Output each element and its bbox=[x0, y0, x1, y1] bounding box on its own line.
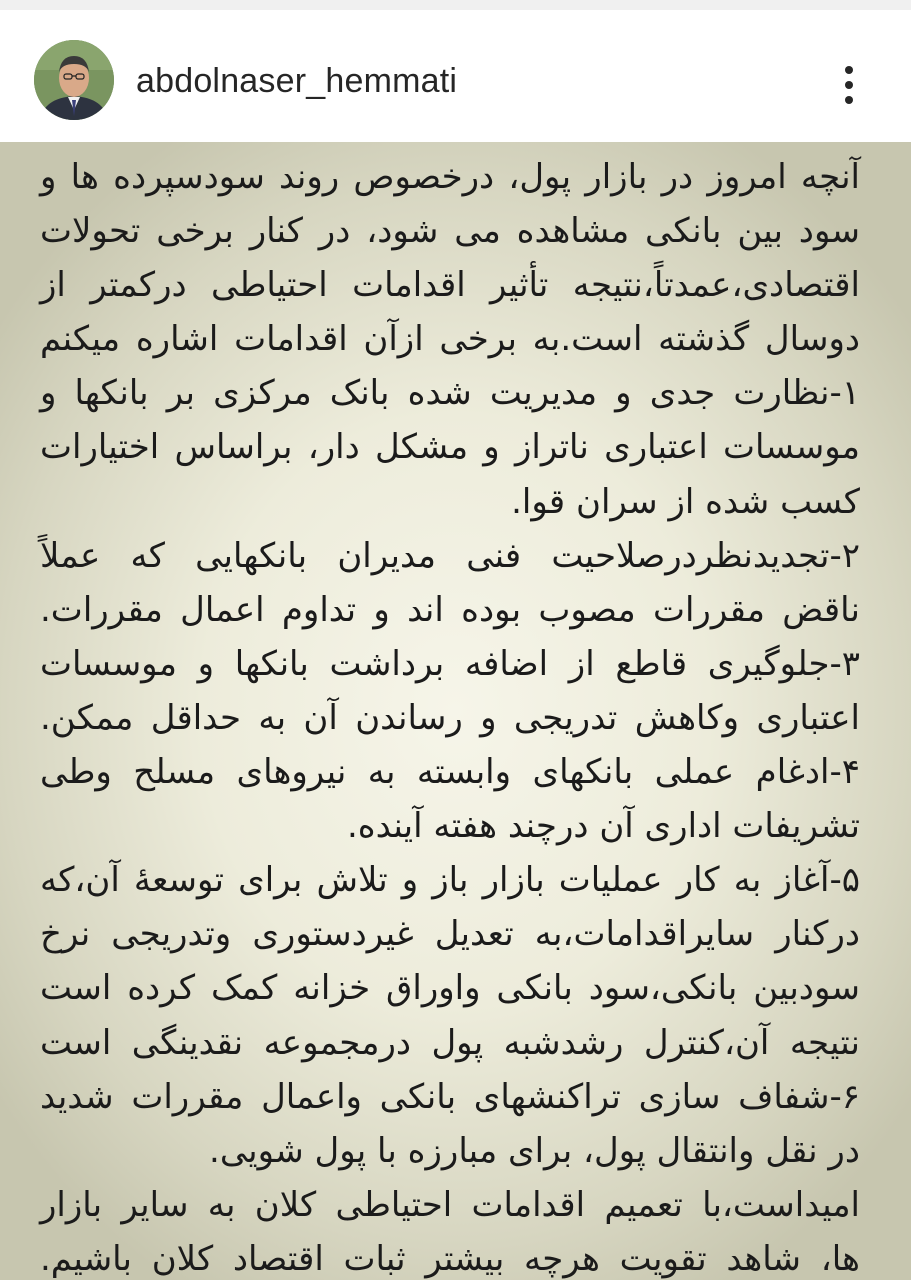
avatar[interactable] bbox=[34, 40, 114, 120]
text-line: سود بین بانکی مشاهده می شود، در کنار برخی تحولات bbox=[40, 211, 860, 252]
text-line: اقتصادی،عمدتاً،نتیجه تأثیر اقدامات احتیاطی درکمتر از bbox=[40, 265, 860, 306]
text-line: سودبین بانکی،سود بانکی واوراق خزانه کمک کرده است bbox=[40, 968, 860, 1009]
text-line: تشریفات اداری آن درچند هفته آینده. bbox=[346, 806, 860, 847]
post-header bbox=[0, 0, 911, 142]
text-line: درکنار سایراقدامات،به تعدیل غیردستوری وتدریجی نرخ bbox=[40, 914, 860, 955]
text-line: ها، شاهد تقویت هرچه بیشتر ثبات اقتصاد کلان باشیم. bbox=[40, 1238, 860, 1279]
text-line: ناقض مقررات مصوب بوده اند و تداوم اعمال مقررات. bbox=[40, 589, 860, 630]
text-line: ۲-تجدیدنظردرصلاحیت فنی مدیران بانکهایی که عملاً bbox=[40, 535, 860, 576]
username[interactable]: abdolnaser_hemmati bbox=[136, 62, 458, 100]
text-line: نتیجه آن،کنترل رشدشبه پول درمجموعه نقدینگی است bbox=[40, 1022, 860, 1063]
text-line: ۳-جلوگیری قاطع از اضافه برداشت بانکها و موسسات bbox=[40, 643, 860, 684]
text-line: ۶-شفاف سازی تراکنشهای بانکی واعمال مقررات شدید bbox=[40, 1076, 860, 1117]
text-line: اعتباری وکاهش تدریجی و رساندن آن به حداقل ممکن. bbox=[40, 697, 860, 738]
text-line: کسب شده از سران قوا. bbox=[511, 481, 860, 522]
post-image bbox=[0, 142, 911, 1280]
text-line: موسسات اعتباری ناتراز و مشکل دار، براساس اختیارات bbox=[40, 427, 860, 468]
text-line: در نقل وانتقال پول، برای مبارزه با پول شویی. bbox=[209, 1130, 860, 1171]
avatar-photo bbox=[34, 40, 114, 120]
text-line: امیداست،با تعمیم اقدامات احتیاطی کلان به سایر بازار bbox=[40, 1184, 860, 1225]
text-line: ۵-آغاز به کار عملیات بازار باز و تلاش برای توسعهٔ آن،که bbox=[40, 860, 860, 901]
text-line: ۱-نظارت جدی و مدیریت شده بانک مرکزی بر بانکها و bbox=[40, 373, 860, 414]
text-line: دوسال گذشته است.به برخی ازآن اقدامات اشاره میکنم bbox=[40, 319, 860, 360]
text-line: آنچه امروز در بازار پول، درخصوص روند سودسپرده ها و bbox=[40, 157, 860, 197]
text-line: ۴-ادغام عملی بانکهای وابسته به نیروهای مسلح وطی bbox=[40, 752, 860, 793]
more-options-icon[interactable] bbox=[834, 62, 864, 108]
post-text bbox=[40, 150, 860, 1280]
